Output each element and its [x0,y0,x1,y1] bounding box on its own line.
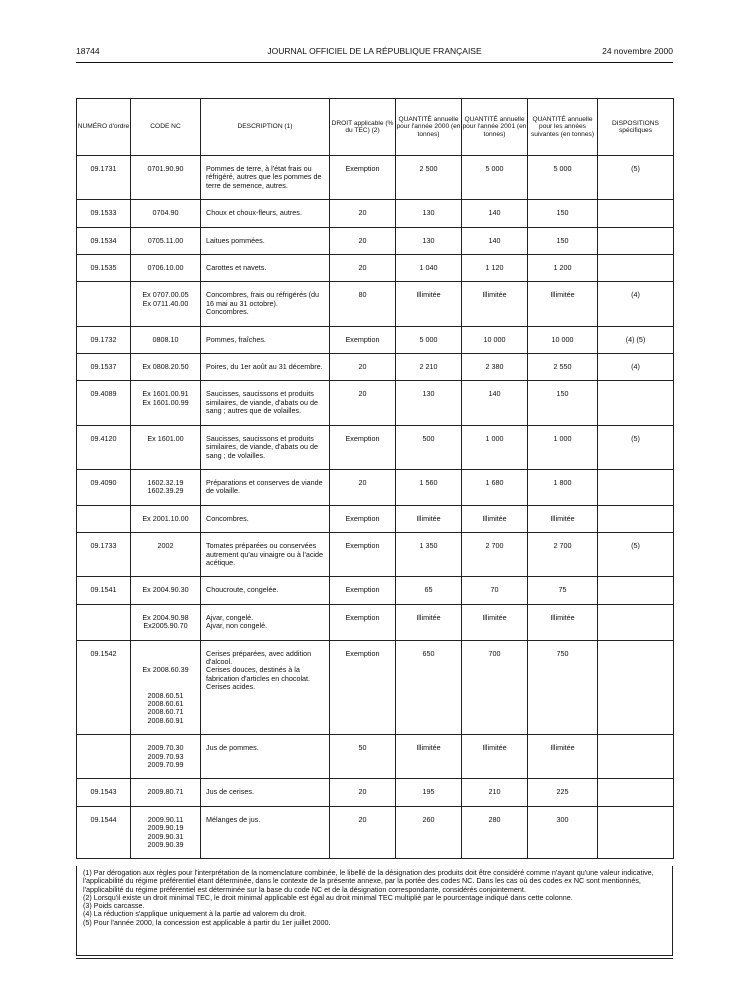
code-nc-line: Ex 2008.60.39 [142,665,189,675]
table-row [77,354,674,381]
cell-quantite-suivantes: 2 550 [528,354,598,381]
description-line: Poires, du 1er août au 31 décembre. [206,362,323,372]
cell-quantite-2000: Illimitée [396,735,462,779]
table-row [77,326,674,353]
cell-droit: Exemption [330,326,396,353]
cell-code-nc [131,735,201,779]
cell-numero [77,604,131,640]
cell-quantite-2000: 1 560 [396,469,462,505]
cell-quantite-suivantes: 2 700 [528,533,598,577]
cell-description [201,779,330,806]
cell-numero [77,735,131,779]
code-nc-line: 1602.39.29 [147,486,184,496]
cell-numero: 09.4120 [77,425,131,469]
cell-quantite-suivantes: Illimitée [528,505,598,532]
cell-droit: Exemption [330,604,396,640]
code-nc-line: 2008.60.71 [147,707,184,717]
cell-quantite-2000: 1 040 [396,255,462,282]
table-row [77,381,674,425]
cell-droit: Exemption [330,425,396,469]
cell-quantite-2000: 5 000 [396,326,462,353]
col-header-description: DESCRIPTION (1) [201,99,330,156]
code-nc-line: Ex 2004.90.98 [142,612,189,622]
col-header-droit: DROIT applicable (% du TEC) (2) [330,99,396,156]
cell-droit: Exemption [330,156,396,200]
cell-droit: Exemption [330,577,396,604]
cell-description [201,227,330,254]
col-header-code-nc: CODE NC [131,99,201,156]
description-line: Ajvar, congelé. [206,612,254,622]
cell-code-nc [131,469,201,505]
description-line: Pommes de terre, à l'état frais ou réfrigéré, autres que les pommes de terre de semence, autres. [206,164,322,190]
cell-quantite-2001: 1 120 [462,255,528,282]
cell-quantite-2001: 70 [462,577,528,604]
code-nc-line: 2008.60.51 [147,690,184,700]
table-row [77,227,674,254]
description-line: Cerises douces, destinés à la fabrication d'articles en chocolat. [206,665,311,683]
code-nc-line: Ex 2004.90.30 [142,585,189,595]
cell-description [201,806,330,859]
table-row [77,255,674,282]
code-nc-line: 0704.90 [152,208,179,218]
header-rule [76,62,673,63]
cell-quantite-2000: 130 [396,200,462,227]
code-nc-line: 0701.90.90 [147,164,184,173]
footnotes [76,866,673,956]
cell-numero: 09.4090 [77,469,131,505]
description-line: Saucisses, saucissons et produits similaires, de viande, d'abats ou de sang ; autres que de volailles. [206,389,319,416]
journal-title: JOURNAL OFFICIEL DE LA RÉPUBLIQUE FRANÇAISE [267,46,482,56]
cell-code-nc [131,577,201,604]
cell-description [201,200,330,227]
cell-dispositions: (5) [598,533,674,577]
cell-code-nc [131,425,201,469]
code-nc-line: 2009.70.30 [147,743,184,753]
code-nc-line: Ex 0808.20.50 [142,362,189,372]
cell-quantite-2001: Illimitée [462,604,528,640]
cell-numero: 09.4089 [77,381,131,425]
footnote-1: (1) Par dérogation aux règles pour l'interprétation de la nomenclature combinée, le libellé de la désignation des produits doit être considéré comme n'ayant qu'une valeur indicative, l'applicabilité du régime préférentiel étant déterminée, dans le contexte de la présente annexe, par la portée des codes NC. Dans les cas où des codes ex NC sont mentionnés, l'applicabilité du régime préférentiel est déterminée sur la base du code NC et de la désignation correspondante, considérés conjointement. [83,868,654,894]
cell-dispositions: (4) [598,354,674,381]
cell-quantite-2000: 195 [396,779,462,806]
cell-code-nc [131,200,201,227]
cell-quantite-2001: Illimitée [462,735,528,779]
cell-quantite-suivantes: 75 [528,577,598,604]
table-row [77,806,674,859]
code-nc-line: 2009.80.71 [147,787,184,797]
cell-dispositions [598,577,674,604]
cell-description [201,326,330,353]
cell-quantite-suivantes: 150 [528,200,598,227]
page-number: 18744 [76,46,100,56]
cell-numero: 09.1533 [77,200,131,227]
code-nc-line: 2009.90.19 [147,823,184,833]
cell-droit: 80 [330,282,396,326]
cell-code-nc [131,640,201,735]
code-nc-line: Ex 2001.10.00 [142,513,189,523]
cell-droit: 50 [330,735,396,779]
cell-droit: 20 [330,779,396,806]
cell-quantite-2000: Illimitée [396,282,462,326]
table-row [77,200,674,227]
cell-dispositions [598,640,674,735]
description-line: Concombres. [206,513,249,523]
cell-quantite-2000: 65 [396,577,462,604]
description-line: Laitues pommées. [206,235,265,245]
cell-quantite-2001: 2 380 [462,354,528,381]
cell-quantite-2000: 130 [396,227,462,254]
cell-dispositions [598,806,674,859]
cell-description [201,354,330,381]
cell-quantite-suivantes: 1 800 [528,469,598,505]
cell-dispositions [598,200,674,227]
table-row [77,505,674,532]
cell-dispositions [598,227,674,254]
description-line: Choucroute, congelée. [206,585,279,595]
cell-numero: 09.1541 [77,577,131,604]
table-row [77,282,674,326]
code-nc-line: 2009.70.93 [147,751,184,761]
cell-quantite-suivantes: 750 [528,640,598,735]
cell-quantite-2001: 280 [462,806,528,859]
cell-quantite-suivantes: 225 [528,779,598,806]
cell-dispositions [598,381,674,425]
cell-droit: 20 [330,227,396,254]
col-header-quantite-2001: QUANTITÉ annuelle pour l'année 2001 (en tonnes) [462,99,528,156]
code-nc-line: Ex 0707.00.05 [142,290,189,300]
cell-dispositions [598,255,674,282]
col-header-quantite-2000: QUANTITÉ annuelle pour l'année 2000 (en tonnes) [396,99,462,156]
code-nc-line: 2009.70.99 [147,760,184,770]
cell-dispositions: (4) [598,282,674,326]
cell-dispositions [598,735,674,779]
cell-description [201,735,330,779]
col-header-dispositions: DISPOSITIONS spécifiques [598,99,674,156]
table-row [77,604,674,640]
code-nc-line: Ex 0711.40.00 [142,298,189,308]
cell-code-nc [131,255,201,282]
cell-quantite-2001: Illimitée [462,282,528,326]
cell-quantite-suivantes: 10 000 [528,326,598,353]
cell-dispositions: (4) (5) [598,326,674,353]
cell-quantite-2000: Illimitée [396,505,462,532]
footnote-5: (5) Pour l'année 2000, la concession est applicable à partir du 1er juillet 2000. [83,917,331,927]
cell-code-nc [131,505,201,532]
cell-quantite-2000: Illimitée [396,604,462,640]
cell-quantite-2000: 130 [396,381,462,425]
table-header-row [77,99,674,156]
footnote-3: (3) Poids carcasse. [83,901,145,911]
cell-dispositions: (5) [598,425,674,469]
cell-droit: 20 [330,381,396,425]
cell-dispositions [598,469,674,505]
cell-quantite-suivantes: Illimitée [528,604,598,640]
description-line: Cerises préparées, avec addition d'alcool. [206,648,312,666]
cell-quantite-2000: 500 [396,425,462,469]
cell-quantite-suivantes: Illimitée [528,282,598,326]
cell-numero: 09.1732 [77,326,131,353]
code-nc-line: Ex2005.90.70 [143,621,188,631]
cell-droit: 20 [330,806,396,859]
cell-code-nc [131,354,201,381]
description-line: Concombres. [206,307,249,317]
cell-droit: 20 [330,469,396,505]
description-line: Choux et choux-fleurs, autres. [206,208,302,218]
cell-code-nc [131,806,201,859]
cell-quantite-2000: 2 500 [396,156,462,200]
cell-quantite-2001: 700 [462,640,528,735]
cell-droit: Exemption [330,533,396,577]
description-line: Jus de pommes. [206,743,259,753]
page-header [76,46,673,60]
cell-description [201,505,330,532]
description-line: Jus de cerises. [206,787,254,797]
cell-quantite-2001: 1 680 [462,469,528,505]
cell-description [201,533,330,577]
cell-numero: 09.1534 [77,227,131,254]
table-row [77,779,674,806]
cell-code-nc [131,326,201,353]
cell-numero: 09.1535 [77,255,131,282]
table-row [77,469,674,505]
cell-code-nc [131,282,201,326]
bottom-rule [76,958,673,959]
description-line: Mélanges de jus. [206,814,261,824]
cell-description [201,255,330,282]
cell-quantite-2001: 2 700 [462,533,528,577]
cell-quantite-2001: 140 [462,381,528,425]
cell-quantite-2000: 2 210 [396,354,462,381]
cell-quantite-suivantes: 150 [528,227,598,254]
cell-droit: Exemption [330,505,396,532]
cell-quantite-2001: 1 000 [462,425,528,469]
code-nc-line: 0706.10.00 [147,263,184,273]
cell-quantite-2001: Illimitée [462,505,528,532]
cell-quantite-2001: 10 000 [462,326,528,353]
code-nc-line: 2008.60.61 [147,699,184,708]
cell-quantite-suivantes: 1 200 [528,255,598,282]
table-row [77,735,674,779]
cell-description [201,425,330,469]
description-line: Ajvar, non congelé. [206,621,268,631]
code-nc-line: 0808.10 [152,334,179,344]
code-nc-line: 2009.90.31 [147,831,184,841]
description-line: Préparations et conserves de viande de volaille. [206,477,323,496]
cell-description [201,469,330,505]
description-line: Tomates préparées ou conservées autrement qu'au vinaigre ou à l'acide acétique. [206,541,324,567]
code-nc-line: 2008.60.91 [147,715,184,725]
cell-numero: 09.1543 [77,779,131,806]
description-line: Pommes, fraîches. [206,334,266,344]
cell-quantite-2001: 140 [462,200,528,227]
code-nc-line: 2009.90.11 [147,814,184,824]
description-line: Carottes et navets. [206,263,267,273]
cell-quantite-suivantes: 5 000 [528,156,598,200]
table-row [77,425,674,469]
table-row [77,577,674,604]
cell-description [201,282,330,326]
cell-description [201,381,330,425]
col-header-numero: NUMÉRO d'ordre [77,99,131,156]
cell-droit: 20 [330,200,396,227]
cell-description [201,640,330,735]
cell-quantite-2000: 650 [396,640,462,735]
code-nc-line: Ex 1601.00.91 [142,389,189,399]
cell-numero: 09.1731 [77,156,131,200]
code-nc-line: 1602.32.19 [147,477,184,487]
cell-numero: 09.1544 [77,806,131,859]
col-header-quantite-suivantes: QUANTITÉ annuelle pour les années suivantes (en tonnes) [528,99,598,156]
cell-droit: 20 [330,354,396,381]
cell-quantite-2000: 260 [396,806,462,859]
cell-dispositions [598,779,674,806]
cell-quantite-suivantes: 1 000 [528,425,598,469]
cell-droit: 20 [330,255,396,282]
cell-quantite-2001: 210 [462,779,528,806]
cell-quantite-suivantes: 150 [528,381,598,425]
description-line: Cerises acides. [206,682,256,692]
cell-quantite-suivantes: Illimitée [528,735,598,779]
cell-dispositions [598,505,674,532]
footnote-2: (2) Lorsqu'il existe un droit minimal TEC, le droit minimal applicable est égal au droit minimal TEC multiplié par le pourcentage indiqué dans cette colonne. [83,892,573,902]
cell-droit: Exemption [330,640,396,735]
cell-dispositions [598,604,674,640]
table-row [77,156,674,200]
code-nc-line: 2009.90.39 [147,840,184,850]
table-row [77,640,674,735]
cell-description [201,577,330,604]
cell-quantite-suivantes: 300 [528,806,598,859]
cell-code-nc [131,381,201,425]
cell-code-nc [131,533,201,577]
cell-code-nc [131,227,201,254]
footnote-4: (4) La réduction s'applique uniquement à la partie ad valorem du droit. [83,909,307,919]
cell-quantite-2000: 1 350 [396,533,462,577]
cell-description [201,156,330,200]
tariff-quota-table [76,98,674,859]
cell-dispositions: (5) [598,156,674,200]
description-line: Saucisses, saucissons et produits similaires, de viande, d'abats ou de sang ; de volailles. [206,433,319,460]
code-nc-line: 2002 [157,541,174,551]
cell-numero: 09.1542 [77,640,131,735]
cell-quantite-2001: 140 [462,227,528,254]
cell-code-nc [131,779,201,806]
code-nc-line: Ex 1601.00.99 [142,397,189,407]
cell-numero [77,282,131,326]
code-nc-line: Ex 1601.00 [147,433,184,443]
code-nc-line: 0705.11.00 [147,235,184,245]
cell-code-nc [131,604,201,640]
description-line: Concombres, frais ou réfrigérés (du 16 mai au 31 octobre). [206,290,320,308]
table-row [77,533,674,577]
cell-code-nc [131,156,201,200]
issue-date: 24 novembre 2000 [602,46,673,56]
cell-numero: 09.1733 [77,533,131,577]
cell-description [201,604,330,640]
cell-quantite-2001: 5 000 [462,156,528,200]
cell-numero [77,505,131,532]
cell-numero: 09.1537 [77,354,131,381]
